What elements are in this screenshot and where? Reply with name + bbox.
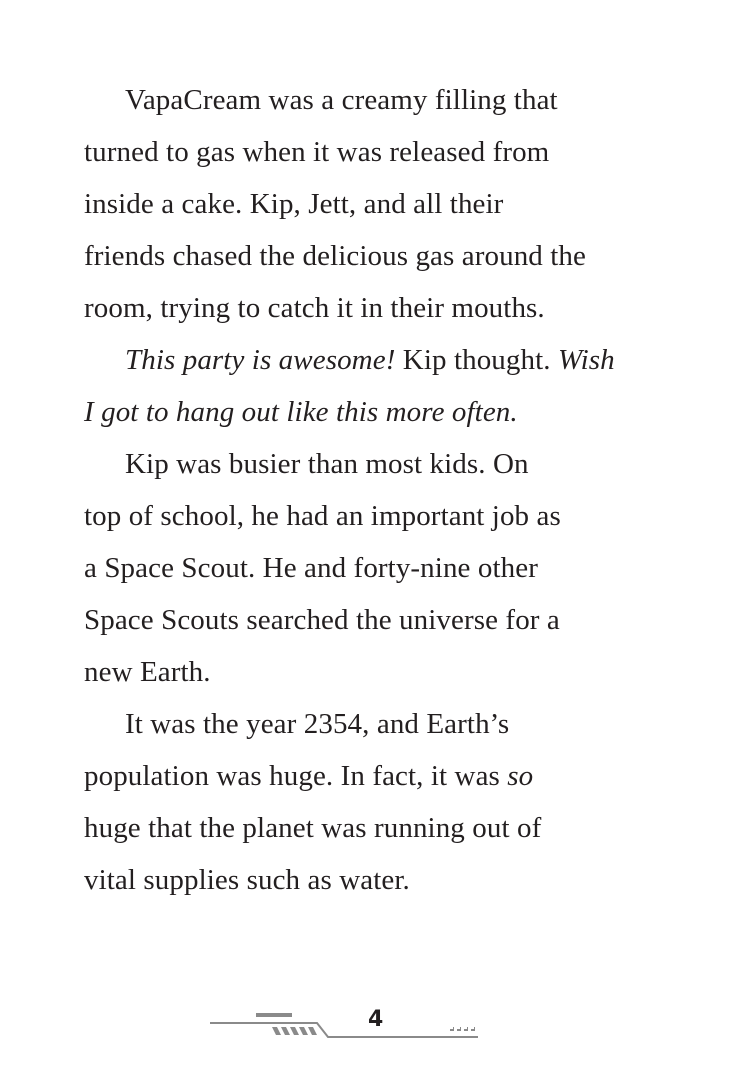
- text-run: a Space Scout. He and forty-nine other: [84, 552, 538, 584]
- text-line: [84, 186, 503, 222]
- text-run: VapaCream was a creamy filling that: [125, 84, 558, 116]
- text-line: [84, 810, 541, 846]
- text-line: [125, 706, 509, 742]
- text-line: [84, 394, 518, 430]
- text-line: [84, 862, 410, 898]
- text-run: huge that the planet was running out of: [84, 812, 542, 844]
- text-run: Kip thought.: [395, 344, 558, 376]
- text-line: [84, 238, 586, 274]
- text-run: new Earth.: [84, 656, 211, 688]
- text-line: [125, 446, 529, 482]
- text-run: top of school, he had an important job as: [84, 500, 561, 532]
- text-line: [125, 342, 615, 378]
- text-run: population was huge. In fact, it was: [84, 760, 508, 792]
- text-run: Kip was busier than most kids. On: [125, 448, 529, 480]
- text-run: Space Scouts searched the universe for a: [84, 604, 560, 636]
- text-line: [84, 758, 533, 794]
- text-run: It was the year 2354, and Earth’s: [125, 708, 510, 740]
- text-run: inside a cake. Kip, Jett, and all their: [84, 188, 504, 220]
- text-line: [84, 134, 549, 170]
- page-number: 4: [368, 1007, 384, 1032]
- text-run: vital supplies such as water.: [84, 864, 410, 896]
- italic-text-run: so: [507, 760, 534, 792]
- italic-text-run: This party is awesome!: [125, 344, 396, 376]
- text-line: [84, 602, 560, 638]
- text-line: [125, 82, 558, 118]
- text-run: room, trying to catch it in their mouths.: [84, 292, 545, 324]
- text-line: [84, 654, 211, 690]
- text-line: [84, 290, 545, 326]
- italic-text-run: I got to hang out like this more often.: [84, 396, 518, 428]
- text-run: friends chased the delicious gas around the: [84, 240, 586, 272]
- text-line: [84, 550, 538, 586]
- text-line: [84, 498, 561, 534]
- italic-text-run: Wish: [557, 344, 615, 376]
- text-run: turned to gas when it was released from: [84, 136, 550, 168]
